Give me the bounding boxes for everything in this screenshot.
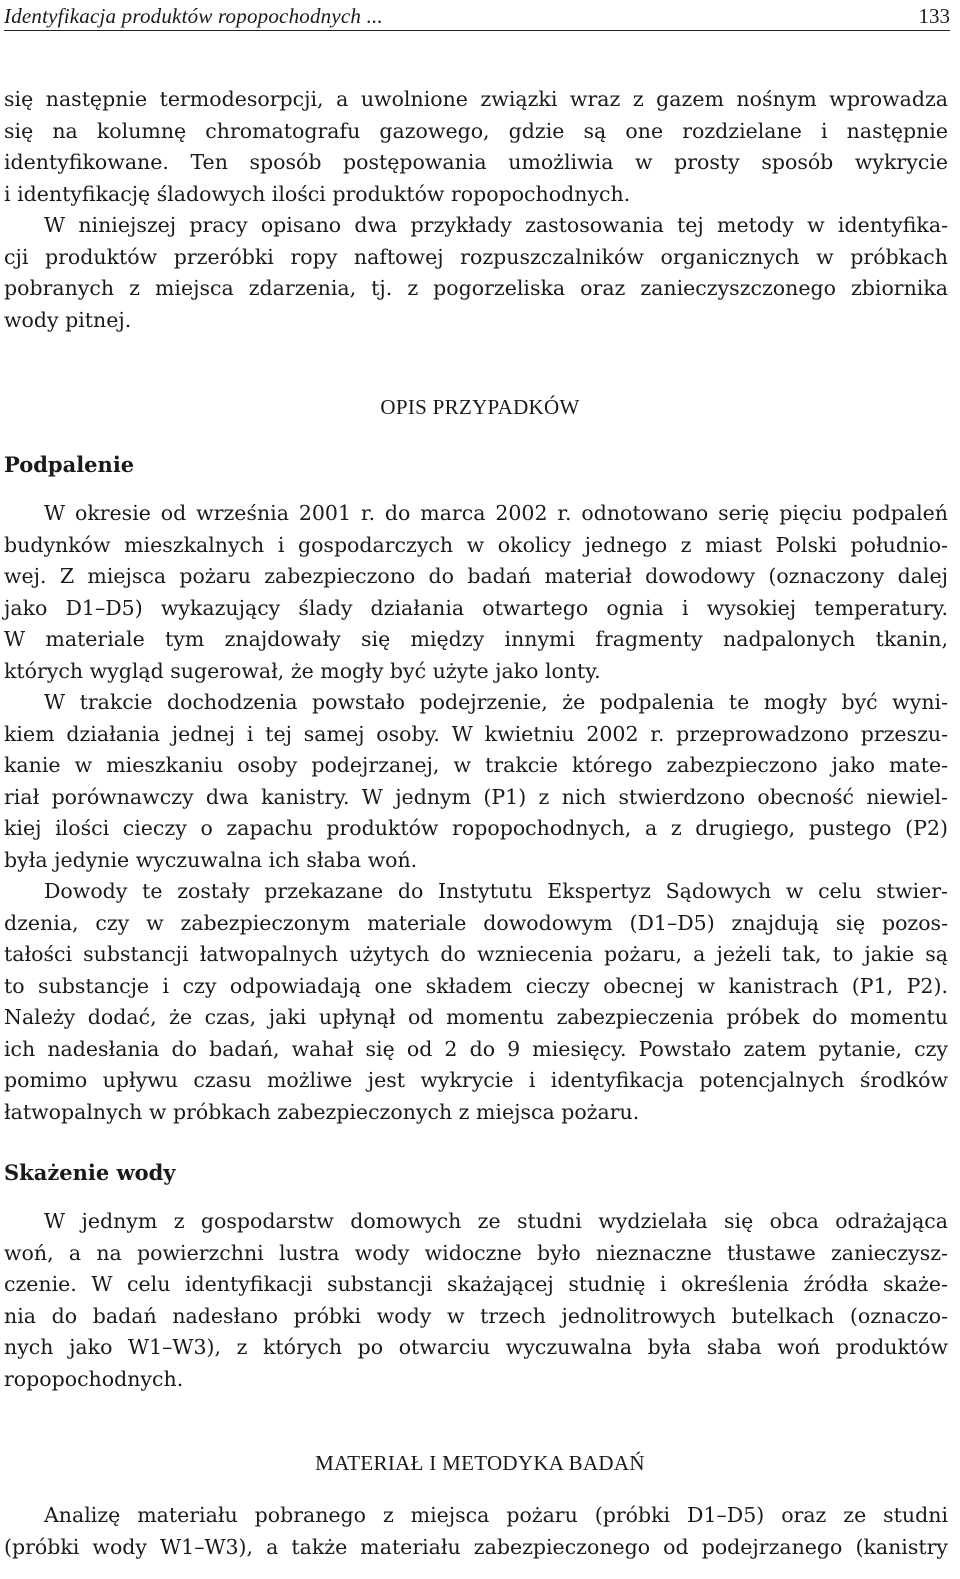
running-header xyxy=(4,2,950,31)
text-line: pomimo upływu czasu możliwe jest wykrycie i identyfikacja potencjalnych środków xyxy=(4,1068,948,1092)
text-line: to substancje i czy odpowiadają one składem cieczy obecnej w kanistrach (P1, P2). xyxy=(4,973,948,998)
intro-paragraph-2 xyxy=(4,210,948,336)
text-line: budynków mieszkalnych i gospodarczych w okolicy jednego z miast Polski południo- xyxy=(4,532,948,557)
text-line: riał porównawczy dwa kanistry. W jednym (P1) z nich stwierdzono obecność niewiel- xyxy=(4,784,948,809)
text-line: wej. Z miejsca pożaru zabezpieczono do badań materiał dowodowy (oznaczony dalej xyxy=(4,564,948,588)
podpalenie-paragraph-2 xyxy=(4,687,948,876)
text-line: jako D1–D5) wykazujący ślady działania otwartego ognia i wysokiej temperatury. xyxy=(4,595,948,620)
text-line: identyfikowane. Ten sposób postępowania umożliwia w prosty sposób wykrycie xyxy=(4,150,948,174)
text-line: się na kolumnę chromatografu gazowego, gdzie są one rozdzielane i następnie xyxy=(4,118,948,143)
text-line: woń, a na powierzchni lustra wody widoczne było nieznaczne tłustawe zanieczysz- xyxy=(4,1240,948,1265)
text-line: łatwopalnych w próbkach zabezpieczonych z miejsca pożaru. xyxy=(4,1099,640,1124)
podpalenie-paragraph-1 xyxy=(4,498,948,687)
section-title-material-i-metodyka: MATERIAŁ I METODYKA BADAŃ xyxy=(315,1451,645,1475)
text-line: tałości substancji łatwopalnych użytych do wzniecenia pożaru, a jeżeli tak, to jakie są xyxy=(4,942,948,966)
running-title: Identyfikacja produktów ropopochodnych ... xyxy=(4,4,383,28)
text-line: pobranych z miejsca zdarzenia, tj. z pogorzeliska oraz zanieczyszczonego zbiornika xyxy=(4,276,948,300)
metodyka-paragraph-1 xyxy=(4,1500,948,1563)
intro-paragraph-1 xyxy=(4,84,948,210)
text-line: wody pitnej. xyxy=(4,307,132,332)
text-line: nia do badań nadesłano próbki wody w trzech jednolitrowych butelkach (oznaczo- xyxy=(4,1303,948,1328)
text-line: kiem działania jednej i tej samej osoby. W kwietniu 2002 r. przeprowadzono przeszu- xyxy=(4,721,948,746)
text-line: Należy dodać, że czas, jaki upłynął od momentu zabezpieczenia próbek do momentu xyxy=(4,1005,948,1029)
text-line: i identyfikację śladowych ilości produktów ropopochodnych. xyxy=(4,181,631,206)
text-line: czenie. W celu identyfikacji substancji skażającej studnię i określenia źródła skaże- xyxy=(4,1272,948,1296)
text-line: (próbki wody W1–W3), a także materiału zabezpieczonego od podejrzanego (kanistry xyxy=(4,1534,948,1559)
subsection-heading-skazenie-wody: Skażenie wody xyxy=(4,1160,176,1185)
text-line: W niniejszej pracy opisano dwa przykłady zastosowania tej metody w identyfika- xyxy=(44,213,948,237)
text-line: cji produktów przeróbki ropy naftowej rozpuszczalników organicznych w próbkach xyxy=(4,244,948,269)
text-line: W jednym z gospodarstw domowych ze studni wydzielała się obca odrażająca xyxy=(44,1209,948,1233)
subsection-heading-podpalenie: Podpalenie xyxy=(4,452,135,477)
text-line: ropopochodnych. xyxy=(4,1366,184,1391)
page-number: 133 xyxy=(918,4,950,28)
section-title-opis-przypadkow: OPIS PRZYPADKÓW xyxy=(380,395,580,419)
text-line: się następnie termodesorpcji, a uwolnione związki wraz z gazem nośnym wprowadza xyxy=(4,87,948,111)
text-line: W trakcie dochodzenia powstało podejrzenie, że podpalenia te mogły być wyni- xyxy=(44,690,948,714)
text-line: W materiale tym znajdowały się między innymi fragmenty nadpalonych tkanin, xyxy=(4,627,948,651)
text-line: Analizę materiału pobranego z miejsca pożaru (próbki D1–D5) oraz ze studni xyxy=(44,1503,948,1527)
text-line: których wygląd sugerował, że mogły być użyte jako lonty. xyxy=(4,658,601,683)
text-line: była jedynie wyczuwalna ich słaba woń. xyxy=(4,847,418,872)
podpalenie-paragraph-3 xyxy=(4,876,948,1128)
text-line: kiej ilości cieczy o zapachu produktów ropopochodnych, a z drugiego, pustego (P2) xyxy=(4,816,948,840)
text-line: nych jako W1–W3), z których po otwarciu wyczuwalna była słaba woń produktów xyxy=(4,1335,948,1359)
text-line: ich nadesłania do badań, wahał się od 2 do 9 miesięcy. Powstało zatem pytanie, czy xyxy=(4,1036,948,1061)
text-line: W okresie od września 2001 r. do marca 2002 r. odnotowano serię pięciu podpaleń xyxy=(44,501,948,525)
text-line: dzenia, czy w zabezpieczonym materiale dowodowym (D1–D5) znajdują się pozos- xyxy=(4,910,948,935)
text-line: kanie w mieszkaniu osoby podejrzanej, w trakcie którego zabezpieczono jako mate- xyxy=(4,753,948,777)
text-line: Dowody te zostały przekazane do Instytutu Ekspertyz Sądowych w celu stwier- xyxy=(44,879,948,903)
skazenie-paragraph-1 xyxy=(4,1206,948,1395)
